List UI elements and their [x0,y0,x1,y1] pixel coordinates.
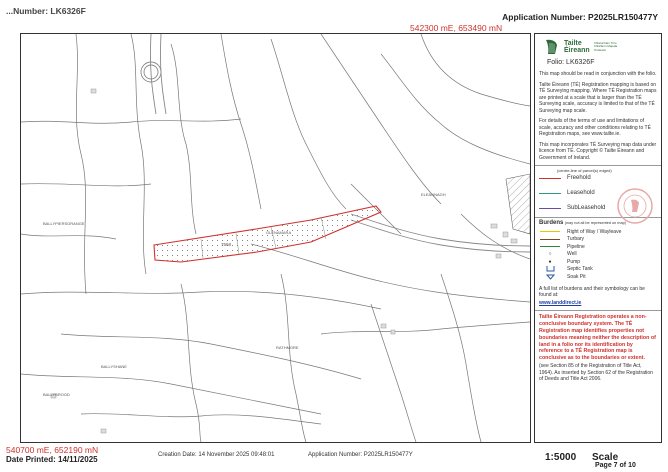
folio-number: Folio: LK6326F [547,59,595,66]
legend-para-2: Tailte Éireann (TÉ) Registration mapping is based on TÉ Surveying mapping. Where TÉ Registration maps are printed at a scale that is larger than the TÉ Surveying scale, accuracy is limited to that of the TÉ Surveying map scale. [539,81,657,114]
freehold-label: Freehold [567,174,591,181]
leasehold-line-swatch [539,193,561,194]
pipeline-swatch [540,246,560,247]
application-number-header: Application Number: P2025LR150477Y [502,12,658,22]
buildings [51,89,517,433]
page-number: Page 7 of 10 [595,462,636,469]
burden-label-3: Well [567,251,577,258]
townland-label-6: RATHMORE [276,345,299,350]
burden-pump [539,258,661,266]
townland-label-1: BALLYPIERSGRANGE [43,221,85,226]
legend-freehold [539,173,661,184]
burdens-note: (may not all be represented on map) [564,221,626,226]
pump-icon: ● [548,258,552,265]
burden-label-1: Turbary [567,236,585,243]
landdirect-link[interactable]: www.landdirect.ie [539,299,582,306]
well-icon: ○ [548,251,552,258]
brand-small-text: Chlárúcháin Tírre Chlárlann Mapála Ordanáis [593,41,618,52]
subleasehold-label: SubLeasehold [567,204,606,211]
map-frame [20,33,531,443]
legend-para-4: This map incorporates TÉ Surveying map data under licence from TÉ. Copyright © Tailte Éireann and Government of Ireland. [539,141,657,161]
townland-label-4: BALLYBROOD [43,392,70,397]
footer-application-number: Application Number: P2025LR150477Y [308,452,413,458]
legend-panel [534,33,662,443]
top-right-coords: 542300 mE, 653490 mN [410,23,503,33]
burden-label-6: Soak Pit [567,273,586,280]
burden-label-4: Pump [567,258,581,265]
creation-date: Creation Date: 14 November 2025 09:48:01 [158,452,275,458]
burdens-title: Burdens [539,220,564,227]
map-labels [43,192,446,397]
burden-well [539,251,661,259]
burden-label-2: Pipeline [567,243,585,250]
bottom-left-coords: 540700 mE, 652190 mN [6,445,99,455]
brand-line-1: Tailte [564,39,582,47]
registry-seal-icon [615,186,655,226]
right-of-way-swatch [540,231,560,232]
edges-note: (centre-line of parcel(s) edged) [557,168,612,174]
burden-label-0: Right of Way / Wayleave [567,228,622,235]
subleasehold-line-swatch [539,208,561,209]
burdens-section [535,217,661,280]
burden-right-of-way [539,228,661,236]
townland-label-2: ELEANNAGH [421,192,446,197]
legend-para-1: This map should be read in conjunction with the folio. [539,71,657,78]
date-printed: Date Printed: 14/11/2025 [6,455,98,464]
full-list-text: A full list of burdens and their symbology can be found at: [539,285,645,299]
scale-word: Scale [592,452,619,463]
soak-pit-icon [539,274,561,280]
closing-para: (see Section 85 of the Registration of Title Act, 1964). As inserted by Section 62 of the Registration of Deeds and Title Act 2006. [539,363,653,383]
scale-value: 1:5000 [545,452,577,463]
legend-para-3: For details of the terms of use and limitations of scale, accuracy and other conditions relating to TÉ Registration maps, see www.tailte.ie. [539,118,651,138]
folio-number-header: ...Number: LK6326F [6,6,86,16]
harp-icon [543,38,559,56]
brand-block [543,38,657,56]
brand-line-2: Éireann [564,47,590,54]
burden-label-5: Septic Tank [567,266,593,273]
burden-septic-tank [539,266,661,274]
non-conclusive-notice: Tailte Éireann Registration operates a non-conclusive boundary system. The TÉ Registration map identifies properties not boundaries meaning neither the description of land in a folio nor its identification by reference to a TÉ Registration map is conclusive as to the boundaries or extent. [539,314,656,362]
burden-soak-pit [539,273,661,281]
leasehold-label: Leasehold [567,189,595,196]
townland-label-3: GLENAMARA [266,230,292,235]
septic-tank-icon [539,266,561,272]
edges-section [535,165,661,214]
map-canvas [21,34,530,442]
hatched-area [506,174,530,234]
parcel-number-label: 7568 [221,242,232,247]
townland-label-5: BALLYSHANE [101,364,127,369]
freehold-line-swatch [539,178,561,179]
burden-turbary [539,236,661,244]
turbary-swatch [540,239,560,240]
burden-pipeline [539,243,661,251]
